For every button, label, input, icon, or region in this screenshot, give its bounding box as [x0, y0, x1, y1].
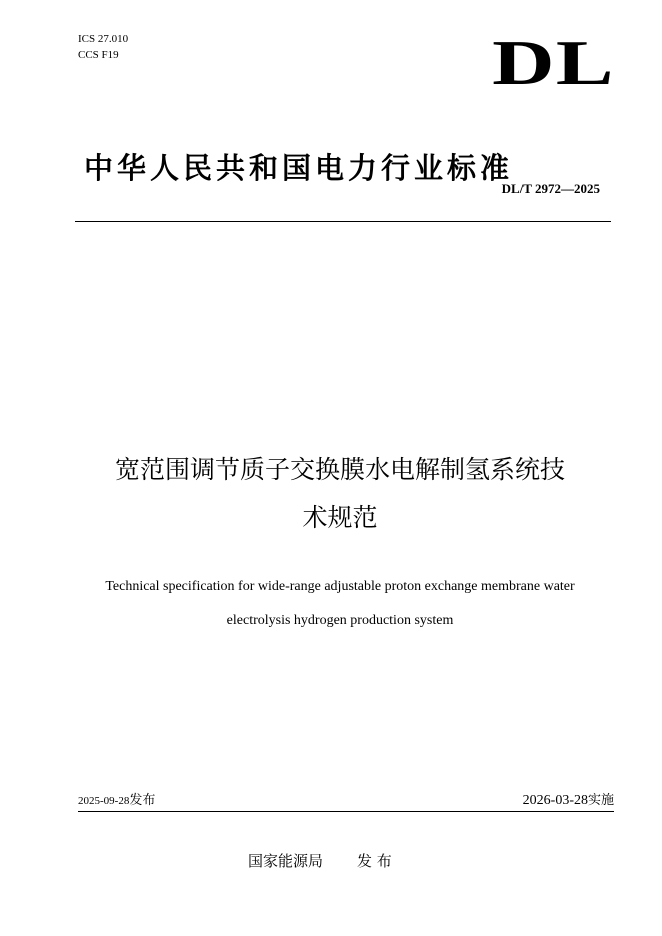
chinese-title-line-1: 宽范围调节质子交换膜水电解制氢系统技 [114, 455, 565, 484]
standard-number: DL/T 2972—2025 [501, 181, 600, 196]
implement-date-group [523, 789, 614, 809]
english-title [60, 570, 620, 638]
date-row [78, 791, 614, 812]
chinese-title [60, 446, 620, 542]
publisher-line [248, 850, 392, 871]
header-divider [75, 221, 611, 222]
standard-category-title: 中华人民共和国电力行业标准 [84, 151, 514, 185]
ics-code: ICS 27.010 [78, 33, 129, 45]
english-title-line-2: electrolysis hydrogen production system [226, 613, 454, 628]
issue-date: 2025-09-28 [78, 795, 130, 807]
publisher-name: 国家能源局 [248, 852, 324, 870]
ccs-code: CCS F19 [78, 49, 119, 61]
chinese-title-line-2: 术规范 [302, 503, 378, 532]
implement-label: 实施 [587, 793, 614, 808]
dl-logo: DL [492, 27, 615, 98]
english-title-line-1: Technical specification for wide-range adjustable proton exchange membrane water [105, 579, 575, 594]
publisher-issue-word: 发 布 [357, 852, 392, 870]
classification-codes [78, 31, 128, 63]
implement-date: 2026-03-28 [522, 793, 588, 808]
issue-label: 发布 [129, 793, 156, 808]
issue-date-group [78, 789, 155, 809]
